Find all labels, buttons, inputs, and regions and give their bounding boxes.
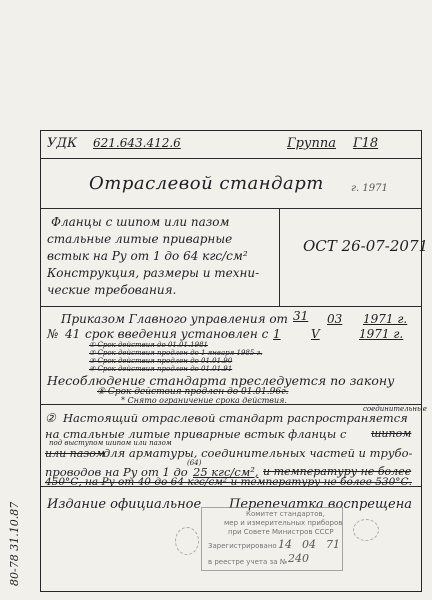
amendment-note-3: ③ Срок действия продлен до 01.01.90 [89, 357, 233, 365]
stamp-line-4: Зарегистрировано [208, 542, 277, 550]
amendment-note-4: ④ Срок действия продлен до 01.01.91 [89, 365, 233, 373]
official-edition-label: Издание официальное [47, 497, 202, 512]
title-scribble: г. 1971 [351, 183, 388, 194]
order-line1-prefix: Приказом Главного управления от [61, 312, 288, 326]
amendment-note-1: ① Срок действия до 01.01.1981 [89, 341, 208, 349]
scope-line-4-struck: и температуру не более [263, 465, 412, 478]
scope-line-4-insert: (64) [187, 459, 202, 467]
stamp-line-3: при Совете Министров СССР [228, 528, 334, 536]
scope-line-4-prefix: проводов на Ру от 1 до [45, 465, 188, 479]
stamp-date-year: 71 [326, 538, 340, 551]
stamp-line-1: Комитет стандартов, [246, 510, 325, 518]
order-line1-day: 31 [293, 309, 309, 323]
amendment-note-6: * Снято ограничение срока действия. [121, 396, 287, 405]
margin-note-text: 80-78 31.10.87 [8, 501, 21, 586]
scope-mark: ② [45, 411, 56, 425]
subject-line-4: Конструкция, размеры и техни- [47, 266, 260, 280]
margin-note [4, 468, 34, 588]
title-row [41, 159, 421, 209]
order-no-value: 41 [65, 327, 81, 341]
subject-line-2: стальные литые приварные [47, 232, 233, 246]
subject-line-5: ческие требования. [47, 283, 177, 297]
scope-line-3: для арматуры, соединительных частей и трубо- [103, 446, 413, 460]
stamp-date-month: 04 [302, 538, 316, 551]
order-row [41, 307, 421, 405]
stamp-reg-label: в реестре учета за № [208, 558, 288, 566]
order-line2-day: 1 [273, 327, 281, 341]
scope-line-2-prefix: на стальные литые приварные встык фланцы с [45, 427, 347, 441]
stamp-emblem [175, 527, 199, 555]
stamp-reg-number: 240 [288, 552, 309, 565]
scope-line-4-value: 25 кгс/см², [193, 465, 259, 479]
amendment-note-5: ⑤ Срок действия продлен до 01.01.96г. [97, 387, 289, 397]
document-sheet [40, 130, 429, 592]
scope-line-5-struck: 450°С, на Ру от 40 до 64 кгс/см² и температуру не более 530°С. [45, 476, 412, 488]
scope-row [41, 405, 427, 488]
scope-line-2-struck: шипом [371, 427, 412, 440]
subject-row [41, 209, 429, 307]
order-line2-year: 1971 г. [359, 327, 404, 341]
udk-code: 621.643.412.6 [93, 136, 181, 150]
order-line2-month: V [311, 327, 320, 341]
order-line1-month: 03 [327, 312, 343, 326]
header-row [41, 131, 421, 159]
order-line2-text: срок введения установлен с [85, 327, 269, 341]
scope-line-1-insert: соединительные [363, 405, 427, 413]
registration-stamp [201, 507, 343, 571]
footer-row [41, 487, 421, 593]
group-code: Г18 [353, 136, 379, 151]
standard-number: ОСТ 26-07-2071 [303, 237, 429, 255]
stamp-line-2: мер и измерительных приборов [224, 519, 343, 527]
order-no-label: № [47, 327, 59, 341]
subject-line-3: встык на Ру от 1 до 64 кгс/см² [47, 249, 248, 263]
scope-line-3-struck: или пазом [45, 447, 106, 460]
order-line1-year: 1971 г. [363, 312, 408, 326]
document-title: Отраслевой стандарт [89, 173, 324, 194]
scope-line-1: Настоящий отраслевой стандарт распространяется [63, 411, 408, 425]
udk-label: УДК [47, 136, 78, 151]
amendment-note-2: ② Срок действия продлен до 1 января 1985 г. [89, 349, 263, 357]
stamp-seal-mark [353, 519, 379, 541]
subject-line-1: Фланцы с шипом или пазом [51, 215, 230, 229]
law-line: Несоблюдение стандарта преследуется по закону [47, 373, 395, 388]
reprint-prohibited-label: Перепечатка воспрещена [229, 497, 413, 512]
scope-line-2-insert: под выступом шипом или пазом [49, 439, 172, 447]
stamp-date-day: 14 [278, 538, 292, 551]
group-label: Группа [287, 136, 336, 151]
